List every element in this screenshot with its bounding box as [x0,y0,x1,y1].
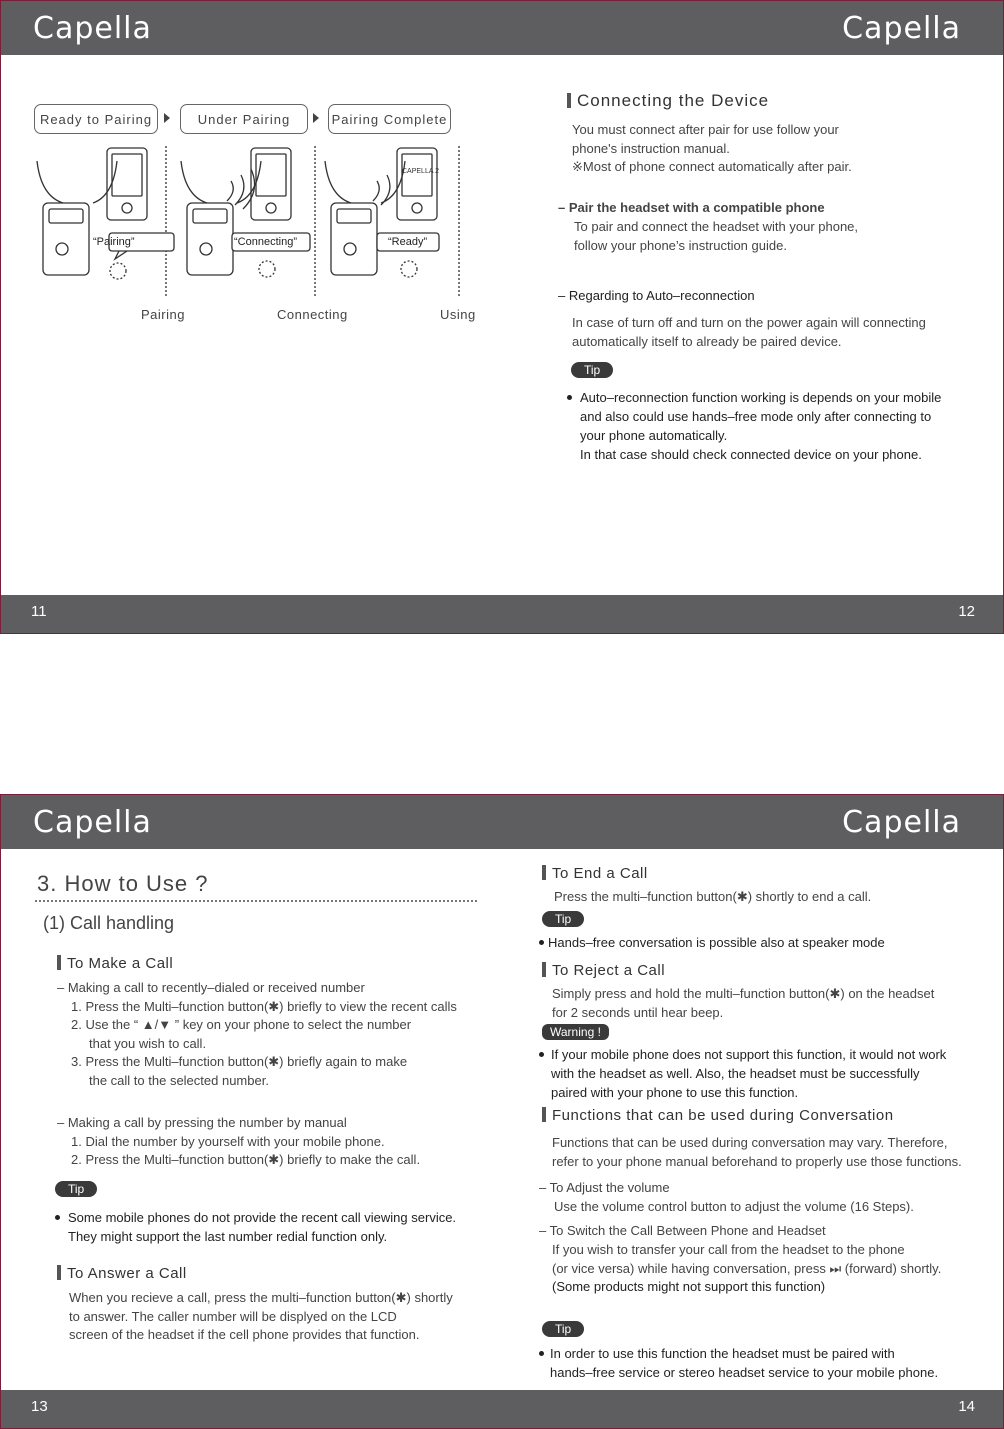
heading-bar [542,962,546,977]
page-title: 3. How to Use ? [37,871,209,896]
heading-text: To Make a Call [67,955,174,972]
text-line: hands–free service or stereo headset service to your mobile phone. [550,1365,939,1380]
tip-badge: Tip [542,1321,584,1337]
heading-bar [57,1265,61,1280]
heading-bar [57,955,61,970]
heading-text: Functions that can be used during Conversation [552,1107,894,1124]
brand-logo: Capella [842,805,961,840]
bubble-connecting: “Connecting” [234,236,297,248]
section-heading [542,962,665,979]
heading-bar [567,93,571,108]
phone-screen-label: CAPELLA 2 [402,168,439,175]
text-line: If your mobile phone does not support this function, it would not work [551,1047,947,1062]
bullet-icon [539,940,544,945]
tip-badge: Tip [542,911,584,927]
reject-call-text [552,985,934,1022]
text-line: Functions that can be used during conversation may vary. Therefore, [552,1135,948,1150]
title-divider [35,900,477,902]
subheading: – Regarding to Auto–reconnection [558,288,755,303]
text-line: Some mobile phones do not provide the recent call viewing service. [68,1210,457,1225]
section-heading [567,91,769,111]
page-header [1,1,1003,55]
text-line: the call to the selected number. [89,1072,269,1088]
heading-text: To Reject a Call [552,962,666,979]
arrow-icon [313,113,319,123]
text-line: They might support the last number redial function only. [68,1229,388,1244]
subheading: – To Adjust the volume [539,1180,670,1195]
text-line: screen of the headset if the cell phone provides that function. [69,1327,420,1342]
functions-text [552,1134,962,1171]
bubble-pairing: “Pairing” [93,236,135,248]
intro-text [572,121,852,177]
volume-text: Use the volume control button to adjust the volume (16 Steps). [554,1199,914,1214]
end-call-text: Press the multi–function button(✱) shortly to end a call. [554,889,872,904]
text-line: (Some products might not support this function) [552,1279,826,1294]
subheading: – Pair the headset with a compatible phone [558,200,825,215]
bubble-ready: “Ready” [388,236,428,248]
text-line: paired with your phone to use this function. [551,1085,799,1100]
text-line: Hands–free conversation is possible also at speaker mode [548,935,885,950]
tip-text [55,1208,456,1246]
pair-text [574,218,858,255]
text-line: for 2 seconds until hear beep. [552,1004,724,1020]
page-number: 11 [31,603,47,620]
manual-call-text [57,1114,420,1170]
text-line: phone's instruction manual. [572,140,730,156]
text-line: ※Most of phone connect automatically after pair. [572,159,852,174]
text-line: Simply press and hold the multi–function button(✱) on the headset [552,986,935,1001]
brand-logo: Capella [33,11,152,46]
text-line: 3. Press the Multi–function button(✱) briefly again to make [71,1054,408,1069]
heading-text: Connecting the Device [577,91,770,110]
step-ready-to-pairing: Ready to Pairing [34,104,158,134]
text-line: – Making a call by pressing the number by manual [57,1115,347,1130]
section-title: (1) Call handling [43,913,175,933]
section-heading [542,1107,894,1124]
tip-badge: Tip [55,1181,97,1197]
heading-text: To End a Call [552,865,648,882]
answer-call-text [69,1289,453,1345]
page-footer [1,595,1003,633]
text-line: Auto–reconnection function working is depends on your mobile [580,390,942,405]
text-line: – Making a call to recently–dialed or received number [57,980,365,995]
section-heading [57,1265,187,1282]
page-footer [1,1390,1003,1428]
caption-pairing: Pairing [141,307,185,322]
section-heading [57,955,173,972]
spread-pages-11-12 [0,0,1004,634]
brand-logo: Capella [842,11,961,46]
brand-logo: Capella [33,805,152,840]
text-line: your phone automatically. [580,428,728,443]
text-line: 2. Use the “ ▲/▼ ” key on your phone to select the number [71,1017,412,1032]
text-line: To pair and connect the headset with your phone, [574,219,859,234]
tip-text [539,1344,938,1382]
section-heading [542,865,648,882]
text-line: follow your phone’s instruction guide. [574,237,787,253]
text-line: In order to use this function the headset must be paired with [550,1346,895,1361]
heading-bar [542,865,546,880]
text-line: 2. Press the Multi–function button(✱) briefly to make the call. [71,1152,421,1167]
page-number: 14 [958,1398,975,1415]
heading-bar [542,1107,546,1122]
page-header [1,795,1003,849]
text-line: that you wish to call. [89,1035,207,1051]
text-line: In case of turn off and turn on the power again will connecting [572,315,926,330]
auto-text [572,314,926,351]
text-line: In that case should check connected device on your phone. [580,447,922,462]
warning-text [539,1045,946,1102]
tip-badge: Tip [571,362,613,378]
bullet-icon [55,1215,60,1220]
step-pairing-complete: Pairing Complete [328,104,451,134]
tip-text [539,933,885,952]
page-number: 12 [958,603,975,620]
spread-pages-13-14 [0,794,1004,1429]
text-line: automatically itself to already be paired device. [572,333,842,349]
text-line: with the headset as well. Also, the headset must be successfully [551,1066,920,1081]
bullet-icon [539,1351,544,1356]
make-call-text [57,979,457,1090]
text-line: You must connect after pair for use follow your [572,122,839,137]
switch-text [552,1241,941,1297]
caption-using: Using [440,307,476,322]
pairing-illustration [21,141,471,291]
subheading: – To Switch the Call Between Phone and Headset [539,1223,826,1238]
bullet-icon [539,1052,544,1057]
page-number: 13 [31,1398,48,1415]
text-line: to answer. The caller number will be displyed on the LCD [69,1308,397,1324]
text-line: (or vice versa) while having conversation, press ⏭ (forward) shortly. [552,1260,942,1276]
text-line: 1. Dial the number by yourself with your mobile phone. [71,1133,385,1149]
tip-text [567,388,941,464]
text-line: refer to your phone manual beforehand to properly use those functions. [552,1153,962,1169]
heading-text: To Answer a Call [67,1265,187,1282]
text-line: and also could use hands–free mode only after connecting to [580,409,932,424]
bullet-icon [567,395,572,400]
arrow-icon [164,113,170,123]
caption-connecting: Connecting [277,307,348,322]
step-under-pairing: Under Pairing [180,104,308,134]
text-line: 1. Press the Multi–function button(✱) briefly to view the recent calls [71,998,457,1014]
warning-badge: Warning ! [542,1024,609,1040]
text-line: If you wish to transfer your call from the headset to the phone [552,1242,905,1257]
text-line: When you recieve a call, press the multi–function button(✱) shortly [69,1290,453,1305]
